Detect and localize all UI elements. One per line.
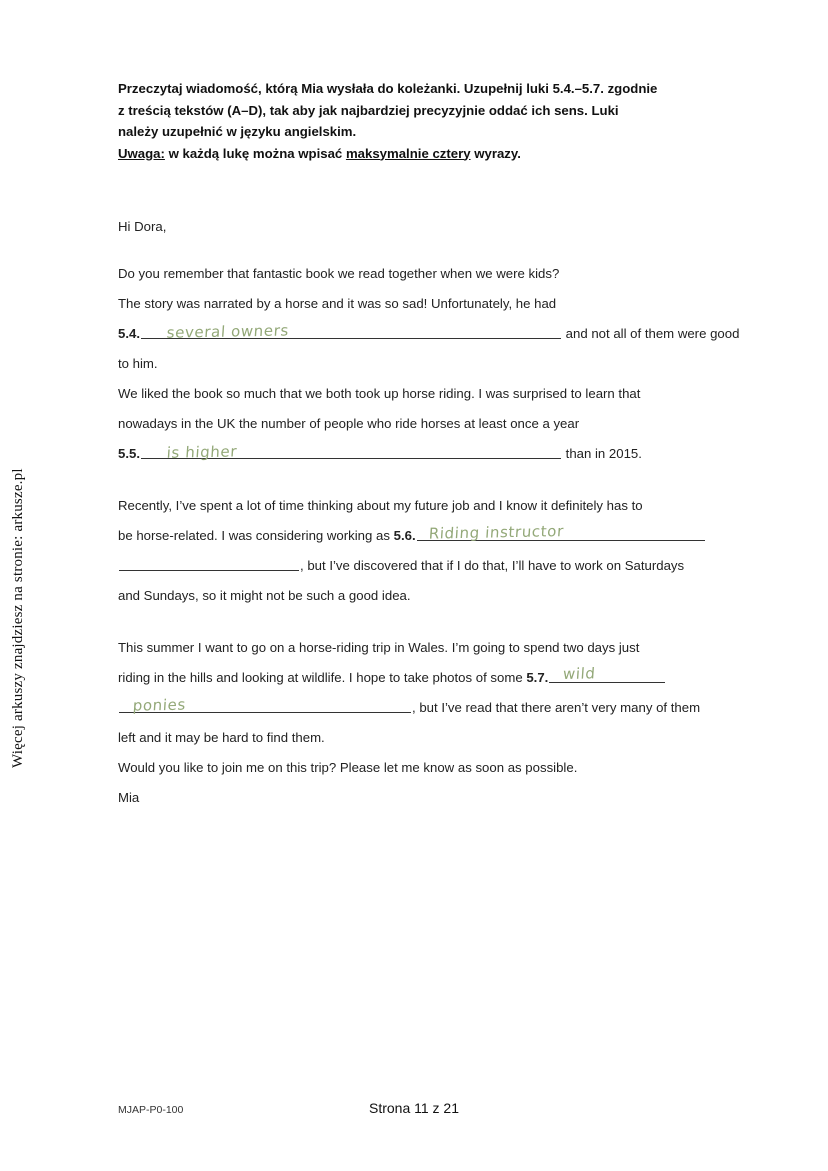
paragraph-4-line-2-before: riding in the hills and looking at wildlife. I hope to take photos of some: [118, 670, 527, 685]
gap-57-continuation-line: [118, 693, 752, 723]
gap-54-label: 5.4.: [118, 326, 140, 341]
gap-57-blank[interactable]: [549, 665, 665, 683]
paragraph-1-line-4: to him.: [118, 356, 158, 371]
side-note-watermark: Więcej arkuszy znajdziesz na stronie: arkusze.pl: [10, 468, 26, 768]
gap-57-answer-continued: ponies: [132, 695, 187, 715]
paragraph-3-line-1: Recently, I’ve spent a lot of time thinking about my future job and I know it definitely has to: [118, 498, 643, 513]
gap-57-answer: wild: [562, 664, 597, 683]
paragraph-1-line-1: Do you remember that fantastic book we read together when we were kids?: [118, 266, 560, 281]
paragraph-4-after-gap: , but I’ve read that there aren’t very many of them: [412, 700, 701, 715]
gap-56-label: 5.6.: [393, 528, 416, 543]
gap-55-label: 5.5.: [118, 446, 140, 461]
gap-55-answer: is higher: [166, 442, 238, 462]
paragraph-2-after-gap: than in 2015.: [562, 446, 642, 461]
instruction-note: [118, 143, 750, 165]
paragraph-4-line-5: Would you like to join me on this trip? Please let me know as soon as possible.: [118, 760, 578, 775]
instruction-line-1: Przeczytaj wiadomość, którą Mia wysłała do koleżanki. Uzupełnij luki 5.4.–5.7. zgodnie: [118, 81, 658, 96]
instruction-note-emphasis: maksymalnie cztery: [345, 145, 471, 161]
gap-56-answer: Riding instructor: [427, 522, 565, 543]
gap-55-line: [118, 439, 752, 469]
gap-54-line: [118, 319, 752, 349]
paragraph-3-after-gap: , but I’ve discovered that if I do that, I’ll have to work on Saturdays: [300, 558, 685, 573]
gap-57-line: [118, 663, 752, 693]
instruction-note-text-1: w każdą lukę można wpisać: [164, 145, 346, 161]
paragraph-2-line-1: We liked the book so much that we both took up horse riding. I was surprised to learn that: [118, 386, 641, 401]
paragraph-4-line-1: This summer I want to go on a horse-riding trip in Wales. I’m going to spend two days just: [118, 640, 640, 655]
instruction-line-2: z treścią tekstów (A–D), tak aby jak najbardziej precyzyjnie oddać ich sens. Luki: [118, 102, 619, 118]
footer-sheet-code: MJAP-P0-100: [118, 1104, 184, 1116]
gap-56-continuation-line: [118, 551, 752, 581]
instruction-note-text-2: wyrazy.: [470, 145, 521, 161]
gap-54-answer: several owners: [166, 321, 290, 342]
letter-greeting: Hi Dora,: [118, 219, 167, 234]
paragraph-4-line-4: left and it may be hard to find them.: [118, 730, 325, 745]
footer-page-number: Strona 11 z 21: [368, 1100, 460, 1116]
paragraph-3-line-4: and Sundays, so it might not be such a good idea.: [118, 588, 411, 603]
letter-signature: Mia: [118, 790, 140, 805]
instruction-line-3: należy uzupełnić w języku angielskim.: [118, 124, 357, 139]
gap-54-blank[interactable]: [141, 321, 561, 342]
gap-56-answer-continued: [119, 568, 299, 571]
gap-56-blank[interactable]: [417, 523, 705, 541]
task-instruction: [118, 78, 750, 164]
spacer: [118, 242, 752, 259]
paragraph-3-line-2-before: be horse-related. I was considering working as: [118, 528, 394, 543]
spacer: [118, 469, 752, 491]
spacer: [118, 611, 752, 633]
gap-56-blank-continued[interactable]: [119, 553, 299, 571]
letter-body: [118, 212, 752, 813]
paragraph-1-after-gap: and not all of them were good: [562, 326, 740, 341]
gap-57-blank-continued[interactable]: [119, 695, 411, 713]
gap-55-blank[interactable]: [141, 441, 561, 462]
paragraph-2-line-2: nowadays in the UK the number of people who ride horses at least once a year: [118, 416, 580, 431]
gap-56-line: [118, 521, 752, 551]
paragraph-1-line-2: The story was narrated by a horse and it was so sad! Unfortunately, he had: [118, 296, 557, 311]
gap-57-label: 5.7.: [526, 670, 549, 685]
instruction-note-label: Uwaga:: [118, 145, 165, 161]
